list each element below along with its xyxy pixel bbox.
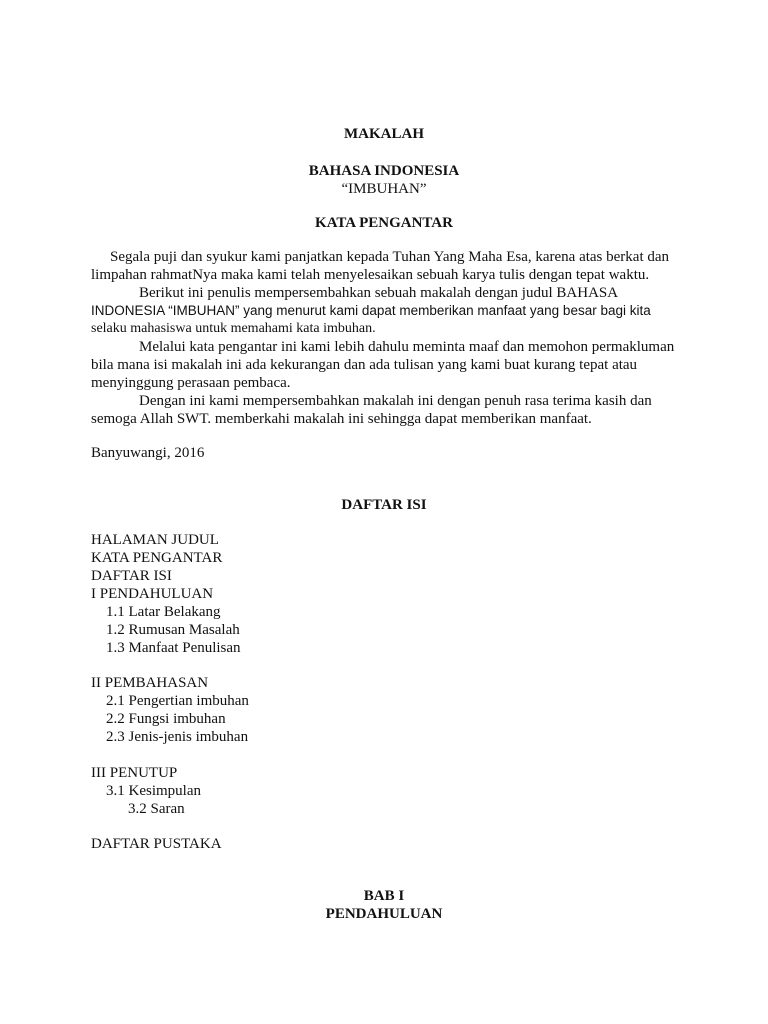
daftar-isi-heading: DAFTAR ISI — [341, 497, 427, 513]
kata-pengantar-heading: KATA PENGANTAR — [315, 215, 453, 231]
toc-bab-3: III PENUTUP — [91, 765, 178, 781]
toc-daftar-isi: DAFTAR ISI — [91, 568, 172, 584]
paragraph-3-line-3: menyinggung perasaan pembaca. — [91, 375, 291, 391]
paragraph-2-line-3: selaku mahasiswa untuk memahami kata imbuhan. — [91, 321, 376, 336]
paragraph-2-line-1: Berikut ini penulis mempersembahkan sebuah makalah dengan judul BAHASA — [139, 285, 619, 301]
toc-bab-2-3: 2.3 Jenis-jenis imbuhan — [106, 729, 249, 745]
toc-bab-2-2: 2.2 Fungsi imbuhan — [106, 711, 226, 727]
doc-topic: “IMBUHAN” — [341, 181, 427, 197]
toc-bab-1: I PENDAHULUAN — [91, 586, 214, 602]
toc-bab-1-1: 1.1 Latar Belakang — [106, 604, 221, 620]
place-date: Banyuwangi, 2016 — [91, 445, 205, 461]
paragraph-2-line-2: INDONESIA “IMBUHAN” yang menurut kami dapat memberikan manfaat yang besar bagi kita — [91, 303, 651, 318]
toc-bab-3-2: 3.2 Saran — [128, 801, 185, 817]
paragraph-4-line-1: Dengan ini kami mempersembahkan makalah ini dengan penuh rasa terima kasih dan — [139, 393, 652, 409]
bab-1-label: BAB I — [363, 888, 405, 904]
paragraph-4-line-2: semoga Allah SWT. memberkahi makalah ini sehingga dapat memberikan manfaat. — [91, 411, 592, 427]
toc-bab-3-1: 3.1 Kesimpulan — [106, 783, 201, 799]
doc-title: MAKALAH — [344, 126, 424, 142]
toc-bab-1-2: 1.2 Rumusan Masalah — [106, 622, 240, 638]
paragraph-1-line-2: limpahan rahmatNya maka kami telah menyelesaikan sebuah karya tulis dengan tepat waktu. — [91, 267, 650, 283]
paragraph-1-line-1: Segala puji dan syukur kami panjatkan kepada Tuhan Yang Maha Esa, karena atas berkat dan — [110, 249, 670, 265]
toc-halaman-judul: HALAMAN JUDUL — [91, 532, 219, 548]
toc-kata-pengantar: KATA PENGANTAR — [91, 550, 223, 566]
bab-1-title: PENDAHULUAN — [325, 906, 443, 922]
toc-daftar-pustaka: DAFTAR PUSTAKA — [91, 836, 222, 852]
toc-bab-2: II PEMBAHASAN — [91, 675, 209, 691]
doc-subject: BAHASA INDONESIA — [308, 163, 460, 179]
toc-bab-1-3: 1.3 Manfaat Penulisan — [106, 640, 241, 656]
paragraph-3-line-2: bila mana isi makalah ini ada kekurangan dan ada tulisan yang kami buat kurang tepat atau — [91, 357, 638, 373]
kata-pengantar-body — [91, 248, 679, 428]
toc-bab-2-1: 2.1 Pengertian imbuhan — [106, 693, 249, 709]
paragraph-3-line-1: Melalui kata pengantar ini kami lebih dahulu meminta maaf dan memohon permakluman — [139, 339, 675, 355]
